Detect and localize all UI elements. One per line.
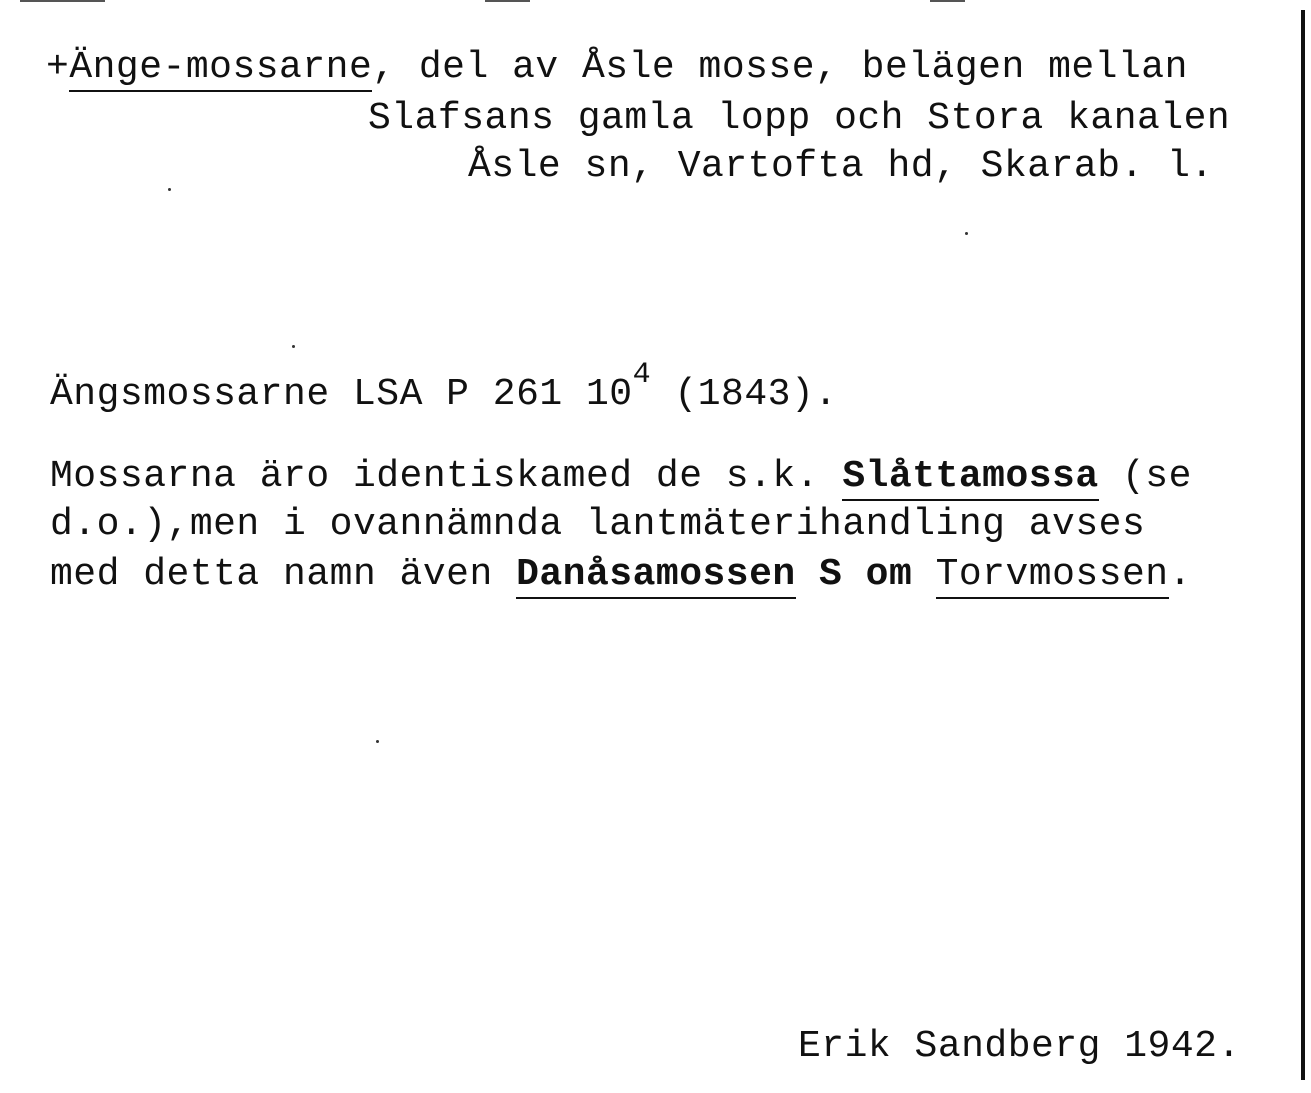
paper-speck (965, 232, 968, 235)
note-line-3 (50, 553, 1192, 597)
note-text: Mossarna äro identiskamed de s.k. (50, 455, 843, 498)
headword: Änge-mossarne (69, 46, 372, 92)
source-year: (1843). (651, 373, 838, 416)
top-edge-mark (930, 0, 965, 2)
note-text: S om (795, 553, 936, 596)
note-text: med detta namn även (50, 553, 517, 596)
paper-speck (168, 188, 171, 191)
source-ref: LSA P 261 10 (329, 373, 633, 416)
card-right-edge (1301, 10, 1305, 1080)
crossref-danasamossen: Danåsamossen (516, 553, 796, 599)
paper-speck (376, 740, 379, 743)
source-superscript: 4 (632, 358, 652, 392)
crossref-torvmossen: Torvmossen (936, 553, 1169, 599)
signature: Erik Sandberg 1942. (798, 1025, 1241, 1068)
heading-line-3: Åsle sn, Vartofta hd, Skarab. l. (468, 145, 1214, 188)
heading-line-1 (46, 46, 1188, 90)
plus-mark: + (46, 46, 70, 89)
top-edge-mark (20, 0, 105, 2)
note-text: (se (1098, 455, 1192, 498)
heading-description: , del av Åsle mosse, belägen mellan (372, 46, 1188, 89)
source-name: Ängsmossarne (50, 373, 330, 416)
crossref-slattamossa: Slåttamossa (842, 455, 1098, 501)
source-reference (50, 358, 838, 417)
note-text: . (1168, 553, 1192, 596)
paper-speck (292, 345, 295, 348)
note-line-1 (50, 455, 1192, 499)
heading-line-2: Slafsans gamla lopp och Stora kanalen (368, 97, 1231, 140)
note-line-2: d.o.),men i ovannämnda lantmäterihandling avses (50, 503, 1146, 546)
top-edge-mark (485, 0, 530, 2)
